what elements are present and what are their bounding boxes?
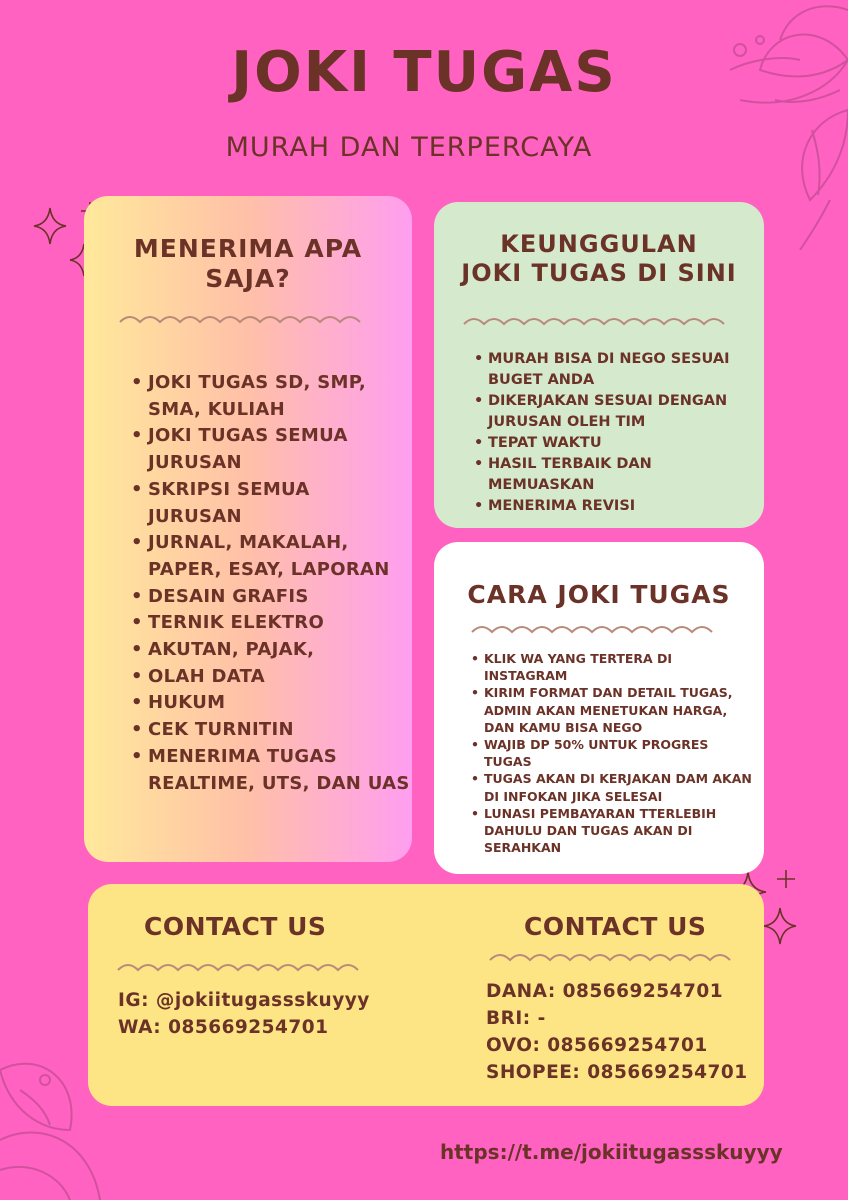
list-item: • HUKUM — [148, 690, 410, 717]
list-item: • JOKI TUGAS SEMUA JURUSAN — [148, 423, 410, 476]
whatsapp-number[interactable]: WA: 085669254701 — [118, 1017, 329, 1038]
howto-card — [434, 542, 764, 874]
advantages-list — [488, 349, 758, 517]
list-item: • LUNASI PEMBAYARAN TTERLEBIH DAHULU DAN TUGAS AKAN DI SERAHKAN — [484, 805, 756, 857]
list-item: • TUGAS AKAN DI KERJAKAN DAM AKAN DI INFOKAN JIKA SELESAI — [484, 770, 756, 804]
wave-divider — [116, 958, 366, 974]
instagram-handle[interactable]: IG: @jokiitugassskuyyy — [118, 990, 370, 1011]
accepts-heading — [84, 234, 412, 294]
contact-heading-left: CONTACT US — [144, 912, 327, 941]
list-item: • CEK TURNITIN — [148, 717, 410, 744]
ovo-number: OVO: 085669254701 — [486, 1035, 708, 1056]
advantages-heading — [434, 230, 764, 288]
accepts-heading-line1: MENERIMA APA — [133, 234, 363, 263]
bri-number: BRI: - — [486, 1008, 546, 1029]
list-item: • WAJIB DP 50% UNTUK PROGRES TUGAS — [484, 736, 756, 770]
list-item: • KLIK WA YANG TERTERA DI INSTAGRAM — [484, 650, 756, 684]
howto-heading: CARA JOKI TUGAS — [467, 580, 731, 609]
list-item: • DIKERJAKAN SESUAI DENGAN JURUSAN OLEH TIM — [488, 391, 758, 433]
accepts-list — [148, 370, 410, 797]
list-item: • MENERIMA TUGAS REALTIME, UTS, DAN UAS — [148, 744, 410, 797]
list-item: • JURNAL, MAKALAH, PAPER, ESAY, LAPORAN — [148, 530, 410, 583]
list-item: • KIRIM FORMAT DAN DETAIL TUGAS, ADMIN AKAN MENETUKAN HARGA, DAN KAMU BISA NEGO — [484, 684, 756, 736]
page-title: JOKI TUGAS — [231, 40, 617, 105]
shopee-number: SHOPEE: 085669254701 — [486, 1062, 748, 1083]
list-item: • OLAH DATA — [148, 664, 410, 691]
wave-divider — [462, 312, 732, 328]
list-item: • TEPAT WAKTU — [488, 433, 758, 454]
list-item: • MURAH BISA DI NEGO SESUAI BUGET ANDA — [488, 349, 758, 391]
list-item: • SKRIPSI SEMUA JURUSAN — [148, 477, 410, 530]
howto-list — [484, 650, 756, 856]
dana-number: DANA: 085669254701 — [486, 981, 724, 1002]
accepts-heading-line2: SAJA? — [205, 264, 291, 293]
wave-divider — [488, 948, 738, 964]
list-item: • TERNIK ELEKTRO — [148, 610, 410, 637]
contact-heading-right: CONTACT US — [524, 912, 707, 941]
wave-divider — [470, 620, 720, 636]
list-item: • HASIL TERBAIK DAN MEMUASKAN — [488, 454, 758, 496]
list-item: • AKUTAN, PAJAK, — [148, 637, 410, 664]
page-subtitle: MURAH DAN TERPERCAYA — [225, 132, 593, 163]
advantages-heading-line1: KEUNGGULAN — [500, 230, 698, 258]
list-item: • DESAIN GRAFIS — [148, 584, 410, 611]
list-item: • JOKI TUGAS SD, SMP, SMA, KULIAH — [148, 370, 410, 423]
accepts-card — [84, 196, 412, 862]
advantages-heading-line2: JOKI TUGAS DI SINI — [461, 258, 737, 287]
list-item: • MENERIMA REVISI — [488, 496, 758, 517]
wave-divider — [118, 310, 368, 326]
advantages-card — [434, 202, 764, 528]
contact-card — [88, 884, 764, 1106]
telegram-link[interactable]: https://t.me/jokiitugassskuyyy — [440, 1140, 783, 1164]
